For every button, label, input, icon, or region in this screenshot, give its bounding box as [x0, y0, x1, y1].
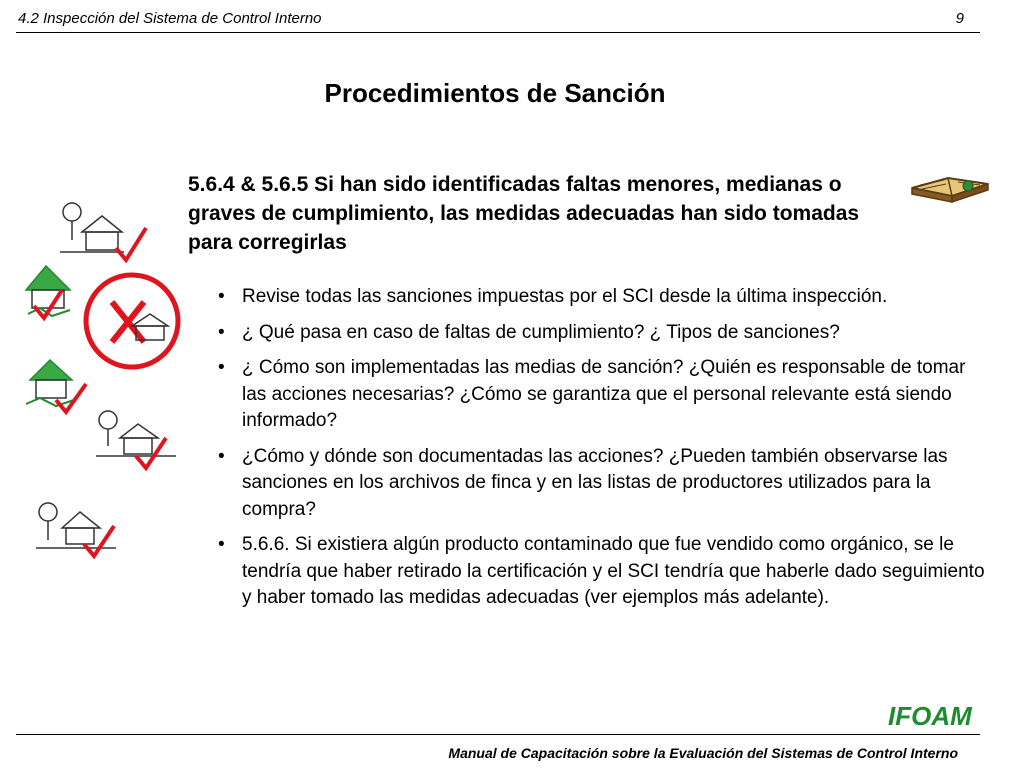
bullet-list — [214, 284, 988, 621]
bullet-text: ¿ Cómo son implementadas las medias de sanción? ¿Quién es responsable de tomar las acciones necesarias? ¿Cómo se garantiza que el personal relevante está siendo informado? — [242, 357, 966, 431]
check-mark-icon — [136, 438, 166, 468]
check-mark-icon — [84, 526, 114, 556]
footer-bar — [16, 734, 980, 761]
list-item — [214, 284, 988, 311]
bullet-dot: • — [218, 534, 225, 555]
bullet-text: ¿ Qué pasa en caso de faltas de cumplimiento? ¿ Tipos de sanciones? — [242, 321, 840, 343]
list-item — [214, 320, 988, 347]
farm-illustrations — [0, 190, 200, 570]
header-bar — [16, 8, 980, 33]
bullet-text: ¿Cómo y dónde son documentadas las acciones? ¿Pueden también observarse las sanciones en los archivos de finca y en las listas de productores utilizados para la compra? — [242, 445, 948, 520]
logo-text: IFOAM — [888, 701, 972, 730]
farm-house-icon — [60, 203, 124, 252]
footer-text: Manual de Capacitación sobre la Evaluación del Sistemas de Control Interno — [448, 745, 958, 761]
open-book-icon — [908, 166, 992, 214]
check-mark-icon — [116, 228, 146, 260]
bullet-dot: • — [218, 357, 225, 378]
x-mark-icon — [86, 275, 178, 367]
bullet-dot: • — [218, 286, 225, 307]
header-section-title: 4.2 Inspección del Sistema de Control Interno — [18, 10, 322, 27]
farm-house-icon — [26, 360, 74, 406]
slide-title: Procedimientos de Sanción — [324, 78, 666, 108]
section-subheading: 5.6.4 & 5.6.5 Si han sido identificadas faltas menores, medianas o graves de cumplimiento, las medidas adecuadas han sido tomadas para corregirlas — [188, 173, 860, 254]
list-item — [214, 355, 988, 435]
list-item — [214, 444, 988, 524]
bullet-text: 5.6.6. Si existiera algún producto contaminado que fue vendido como orgánico, se le tendría que haber retirado la certificación y el SCI tendría que haberle dado seguimiento y haber tomado las medidas adecuadas (ver ejemplos más adelante). — [242, 534, 985, 608]
bullet-dot: • — [218, 321, 225, 343]
farm-house-icon — [96, 411, 176, 456]
page-number: 9 — [955, 10, 964, 27]
bullet-dot: • — [218, 445, 225, 467]
bullet-text: Revise todas las sanciones impuestas por el SCI desde la última inspección. — [242, 286, 888, 307]
ifoam-logo — [888, 700, 988, 730]
list-item — [214, 532, 988, 612]
